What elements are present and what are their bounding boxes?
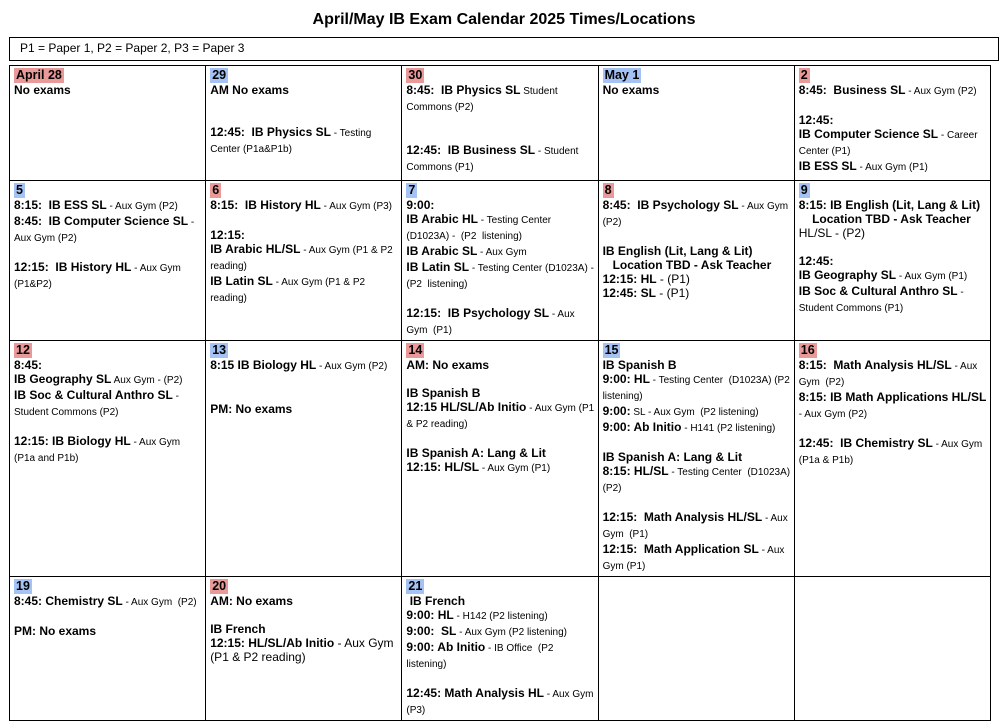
date-line: [210, 182, 399, 198]
date-badge: 20: [212, 579, 227, 593]
exam-entry: [406, 198, 595, 212]
exam-text: 8:15 IB Biology HL: [210, 358, 317, 372]
date-line: [799, 67, 988, 83]
exam-location: - Aux Gym (P2): [14, 217, 197, 244]
calendar-cell-empty: [794, 577, 990, 721]
exam-text: 12:15: HL/SL: [406, 460, 480, 474]
exam-text: IB Soc & Cultural Anthro SL: [798, 284, 958, 298]
exam-text: IB French: [210, 622, 266, 636]
exam-entry: [603, 258, 792, 272]
date-line: [603, 182, 792, 198]
exam-text: 9:00: HL: [406, 608, 454, 622]
exam-text: 9:00:: [406, 198, 435, 212]
exam-entry: [603, 83, 792, 97]
exam-location: - Aux Gym (P1&P2): [14, 263, 184, 290]
exam-entry: [210, 228, 399, 242]
date-line: [14, 67, 203, 83]
exam-entry: [14, 214, 203, 246]
calendar-cell-12: [10, 341, 206, 577]
exam-text: 8:45: IB Physics SL: [406, 83, 521, 97]
exam-location: - Aux Gym (P2): [122, 597, 197, 608]
exam-text: IB Spanish B: [406, 386, 481, 400]
calendar-cell-13: [206, 341, 402, 577]
date-badge: 21: [408, 579, 423, 593]
exam-entry: [406, 244, 595, 260]
exam-location: - H141 (P2 listening): [681, 423, 776, 434]
calendar-cell-29: [206, 66, 402, 181]
date-badge: 6: [212, 183, 220, 197]
exam-entry: [406, 260, 595, 292]
spacer-line: [406, 372, 595, 386]
exam-text: IB Spanish B: [602, 358, 677, 372]
exam-text: Location TBD - Ask Teacher: [798, 212, 971, 226]
exam-entry: [799, 268, 988, 284]
exam-text: 8:45: Business SL: [798, 83, 906, 97]
spacer-line: [14, 420, 203, 434]
exam-location: - Aux Gym (P1): [896, 271, 968, 282]
date-line: [406, 67, 595, 83]
exam-text: 8:15: IB Math Applications HL/SL: [798, 390, 987, 404]
spacer-line: [799, 240, 988, 254]
exam-entry: [799, 254, 988, 268]
spacer-line: [14, 610, 203, 624]
exam-text: PM: No exams: [14, 624, 97, 638]
exam-entry: [14, 388, 203, 420]
exam-location: - Testing Center (P1a&P1b): [210, 128, 375, 155]
exam-location: - H142 (P2 listening): [453, 611, 548, 622]
exam-entry: [210, 125, 399, 157]
exam-text: IB Computer Science SL: [798, 127, 939, 141]
exam-entry: [406, 143, 595, 175]
exam-text: IB Latin SL: [210, 274, 273, 288]
legend-text: P1 = Paper 1, P2 = Paper 2, P3 = Paper 3: [20, 41, 245, 55]
exam-entry: [603, 542, 792, 574]
spacer-line: [406, 432, 595, 446]
exam-location: - Aux Gym (P1 & P2 reading): [210, 277, 368, 304]
exam-text: IB French: [406, 594, 466, 608]
exam-entry: [210, 402, 399, 416]
date-badge: 9: [800, 183, 808, 197]
date-badge: 16: [800, 343, 815, 357]
exam-entry: [603, 244, 792, 258]
exam-text: HL/SL - (P2): [798, 226, 865, 240]
exam-text: 12:15: HL: [602, 272, 657, 286]
exam-entry: [406, 624, 595, 640]
exam-entry: [406, 594, 595, 608]
date-badge: 2: [800, 68, 808, 82]
exam-text: No exams: [602, 83, 660, 97]
exam-text: AM: No exams: [406, 358, 490, 372]
exam-entry: [799, 198, 988, 212]
exam-entry: [406, 460, 595, 476]
exam-entry: [799, 159, 988, 175]
exam-text: 8:45: Chemistry SL: [14, 594, 123, 608]
exam-text: IB Arabic HL: [406, 212, 478, 226]
exam-location: - Aux Gym (P1): [602, 513, 791, 540]
exam-text: IB Latin SL: [406, 260, 470, 274]
calendar-cell-19: [10, 577, 206, 721]
date-badge: 12: [16, 343, 30, 357]
exam-location: - Aux Gym (P1 & P2 reading): [406, 403, 597, 430]
exam-location: - Testing Center (D1023A) (P2): [602, 467, 793, 494]
exam-text: IB ESS SL: [798, 159, 857, 173]
calendar-cell-16: [794, 341, 990, 577]
date-line: [14, 342, 203, 358]
date-line: [210, 578, 399, 594]
exam-entry: [603, 358, 792, 372]
exam-entry: [210, 622, 399, 636]
exam-location: - Aux Gym (P1): [856, 162, 928, 173]
date-badge: April 28: [16, 68, 62, 82]
exam-entry: [210, 636, 399, 664]
exam-text: IB Arabic HL/SL: [210, 242, 301, 256]
spacer-line: [406, 672, 595, 686]
exam-entry: [406, 400, 595, 432]
exam-entry: [603, 286, 792, 300]
exam-text: 12:15: IB Psychology SL: [406, 306, 550, 320]
exam-text: 8:15: Math Analysis HL/SL: [798, 358, 952, 372]
date-line: [603, 67, 792, 83]
exam-text: 12:45: SL: [602, 286, 656, 300]
calendar-cell-empty: [598, 577, 794, 721]
exam-location: - Aux Gym (P2): [106, 201, 178, 212]
exam-location: - Aux Gym (P1): [406, 309, 578, 336]
calendar-cell-14: [402, 341, 598, 577]
spacer-line: [210, 214, 399, 228]
exam-location: - Aux Gym (P2 listening): [456, 627, 567, 638]
exam-location: - Aux Gym: [477, 247, 527, 258]
exam-entry: [14, 260, 203, 292]
exam-text: 12:15: Math Application SL: [602, 542, 759, 556]
date-badge: 5: [16, 183, 23, 197]
spacer-line: [799, 422, 988, 436]
exam-entry: [14, 594, 203, 610]
date-badge: 13: [212, 343, 227, 357]
calendar-cell-april-28: [10, 66, 206, 181]
exam-entry: [603, 404, 792, 420]
calendar-cell-15: [598, 341, 794, 577]
date-line: [406, 578, 595, 594]
exam-text: 12:15:: [210, 228, 245, 242]
date-line: [406, 342, 595, 358]
calendar-cell-30: [402, 66, 598, 181]
exam-text: PM: No exams: [210, 402, 293, 416]
exam-entry: [14, 198, 203, 214]
exam-location: Student Commons (P2): [406, 86, 561, 113]
date-line: [14, 182, 203, 198]
exam-entry: [406, 358, 595, 372]
exam-entry: [406, 640, 595, 672]
exam-text: 12:45: IB Business SL: [406, 143, 536, 157]
exam-location: - Aux Gym (P1): [479, 463, 551, 474]
exam-text: AM No exams: [210, 83, 289, 97]
page-title: April/May IB Exam Calendar 2025 Times/Locations: [312, 11, 696, 28]
exam-location: - Aux Gym (P2): [798, 393, 990, 420]
exam-text: 9:00: Ab Initio: [602, 420, 682, 434]
spacer-line: [406, 292, 595, 306]
exam-text: AM: No exams: [210, 594, 293, 608]
exam-text: 9:00: HL: [602, 372, 650, 386]
exam-text: 9:00:: [602, 404, 631, 418]
exam-location: - Aux Gym (P1a and P1b): [14, 437, 183, 464]
exam-location: - IB Office (P2 listening): [406, 643, 557, 670]
exam-entry: [210, 594, 399, 608]
date-badge: May 1: [604, 68, 640, 82]
calendar-cell-9: [794, 181, 990, 341]
spacer-line: [210, 111, 399, 125]
exam-entry: [406, 386, 595, 400]
exam-text: - Aux Gym (P1 & P2 reading): [210, 636, 397, 664]
exam-entry: [799, 358, 988, 390]
calendar-cell-may-1: [598, 66, 794, 181]
exam-text: 12:45:: [798, 113, 834, 127]
exam-text: 8:15: IB English (Lit, Lang & Lit): [798, 198, 981, 212]
exam-text: IB Spanish A: Lang & Lit: [602, 450, 743, 464]
exam-text: IB Geography SL: [798, 268, 897, 282]
calendar-row: [10, 66, 991, 181]
date-badge: 14: [408, 343, 423, 357]
exam-text: 9:00: Ab Initio: [406, 640, 486, 654]
exam-text: 12:15: IB Biology HL: [14, 434, 131, 448]
calendar-cell-5: [10, 181, 206, 341]
exam-text: 12:15 HL/SL/Ab Initio: [406, 400, 527, 414]
exam-entry: [603, 420, 792, 436]
exam-entry: [14, 624, 203, 638]
exam-text: - (P1): [655, 286, 690, 300]
date-line: [210, 67, 399, 83]
exam-entry: [210, 358, 399, 374]
exam-location: - Aux Gym (P1): [602, 545, 788, 572]
exam-entry: [603, 450, 792, 464]
exam-text: 8:45: IB Psychology SL: [602, 198, 739, 212]
exam-entry: [14, 358, 203, 372]
exam-text: IB Spanish A: Lang & Lit: [406, 446, 546, 460]
date-badge: 29: [212, 68, 227, 82]
exam-entry: [210, 198, 399, 214]
exam-location: Aux Gym - (P2): [111, 375, 183, 386]
exam-text: Location TBD - Ask Teacher: [602, 258, 772, 272]
spacer-line: [210, 608, 399, 622]
exam-text: 12:15: IB History HL: [14, 260, 132, 274]
date-badge: 8: [604, 183, 612, 197]
calendar-row: [10, 341, 991, 577]
exam-text: 12:45:: [798, 254, 834, 268]
exam-entry: [799, 390, 988, 422]
exam-location: SL - Aux Gym (P2 listening): [630, 407, 759, 418]
exam-text: IB English (Lit, Lang & Lit): [602, 244, 753, 258]
date-line: [799, 182, 988, 198]
exam-entry: [14, 83, 203, 97]
exam-text: - (P1): [656, 272, 690, 286]
exam-location: - Testing Center (D1023A) - (P2 listening): [406, 215, 554, 242]
exam-entry: [406, 608, 595, 624]
exam-text: IB Arabic SL: [406, 244, 478, 258]
calendar-cell-21: [402, 577, 598, 721]
exam-location: - Aux Gym (P2): [316, 361, 388, 372]
exam-text: 8:45:: [14, 358, 43, 372]
calendar-row: [10, 577, 991, 721]
exam-text: 12:45: IB Chemistry SL: [798, 436, 933, 450]
calendar-cell-7: [402, 181, 598, 341]
date-line: [799, 342, 988, 358]
date-badge: 7: [408, 183, 416, 197]
exam-entry: [210, 274, 399, 306]
calendar-cell-20: [206, 577, 402, 721]
calendar-table: [9, 65, 991, 721]
exam-entry: [603, 272, 792, 286]
exam-entry: [14, 372, 203, 388]
exam-text: 12:45: IB Physics SL: [210, 125, 331, 139]
spacer-line: [210, 374, 399, 388]
exam-text: 12:15: Math Analysis HL/SL: [602, 510, 763, 524]
exam-entry: [799, 284, 988, 316]
exam-entry: [406, 83, 595, 115]
spacer-line: [210, 97, 399, 111]
exam-location: - Aux Gym (P3): [406, 689, 597, 716]
spacer-line: [406, 115, 595, 129]
exam-entry: [799, 127, 988, 159]
exam-text: IB Geography SL: [14, 372, 112, 386]
exam-entry: [603, 464, 792, 496]
exam-entry: [406, 212, 595, 244]
exam-text: IB Soc & Cultural Anthro SL: [14, 388, 173, 402]
exam-location: - Aux Gym (P2): [798, 361, 981, 388]
exam-entry: [603, 198, 792, 230]
exam-text: 8:15: IB History HL: [210, 198, 321, 212]
exam-entry: [210, 83, 399, 97]
date-line: [210, 342, 399, 358]
exam-location: - Career Center (P1): [798, 130, 981, 157]
date-badge: 19: [16, 579, 30, 593]
exam-location: - Student Commons (P1): [406, 146, 582, 173]
calendar-cell-8: [598, 181, 794, 341]
exam-text: 12:45: Math Analysis HL: [406, 686, 544, 700]
spacer-line: [603, 436, 792, 450]
exam-text: 9:00: SL: [406, 624, 457, 638]
legend-box: [9, 37, 999, 61]
exam-entry: [799, 83, 988, 99]
calendar-cell-2: [794, 66, 990, 181]
spacer-line: [799, 99, 988, 113]
exam-entry: [799, 436, 988, 468]
calendar-table-body: [10, 66, 991, 721]
exam-entry: [406, 306, 595, 338]
spacer-line: [603, 496, 792, 510]
spacer-line: [210, 388, 399, 402]
exam-location: - Student Commons (P1): [798, 287, 967, 314]
spacer-line: [603, 230, 792, 244]
calendar-row: [10, 181, 991, 341]
exam-entry: [210, 242, 399, 274]
exam-text: 8:15: HL/SL: [602, 464, 669, 478]
exam-location: - Aux Gym (P3): [320, 201, 393, 212]
date-line: [14, 578, 203, 594]
exam-entry: [14, 434, 203, 466]
spacer-line: [14, 246, 203, 260]
date-line: [603, 342, 792, 358]
date-line: [406, 182, 595, 198]
exam-text: 12:15: HL/SL/Ab Initio: [210, 636, 335, 650]
exam-text: 8:45: IB Computer Science SL: [14, 214, 189, 228]
spacer-line: [406, 129, 595, 143]
exam-text: No exams: [14, 83, 71, 97]
exam-location: - Aux Gym (P2): [602, 201, 791, 228]
exam-entry: [406, 446, 595, 460]
calendar-cell-6: [206, 181, 402, 341]
exam-text: 8:15: IB ESS SL: [14, 198, 107, 212]
exam-entry: [406, 686, 595, 718]
exam-location: - Aux Gym (P2): [905, 86, 977, 97]
exam-location: - Aux Gym (P1 & P2 reading): [210, 245, 396, 272]
exam-entry: [799, 113, 988, 127]
exam-location: - Testing Center (D1023A) (P2 listening): [602, 375, 793, 402]
date-badge: 30: [408, 68, 423, 82]
date-badge: 15: [604, 343, 619, 357]
exam-location: - Aux Gym (P1a & P1b): [798, 439, 986, 466]
exam-entry: [799, 226, 988, 240]
exam-entry: [603, 372, 792, 404]
exam-location: - Testing Center (D1023A) - (P2 listening): [406, 263, 597, 290]
exam-location: - Student Commons (P2): [14, 391, 182, 418]
exam-entry: [603, 510, 792, 542]
exam-entry: [799, 212, 988, 226]
